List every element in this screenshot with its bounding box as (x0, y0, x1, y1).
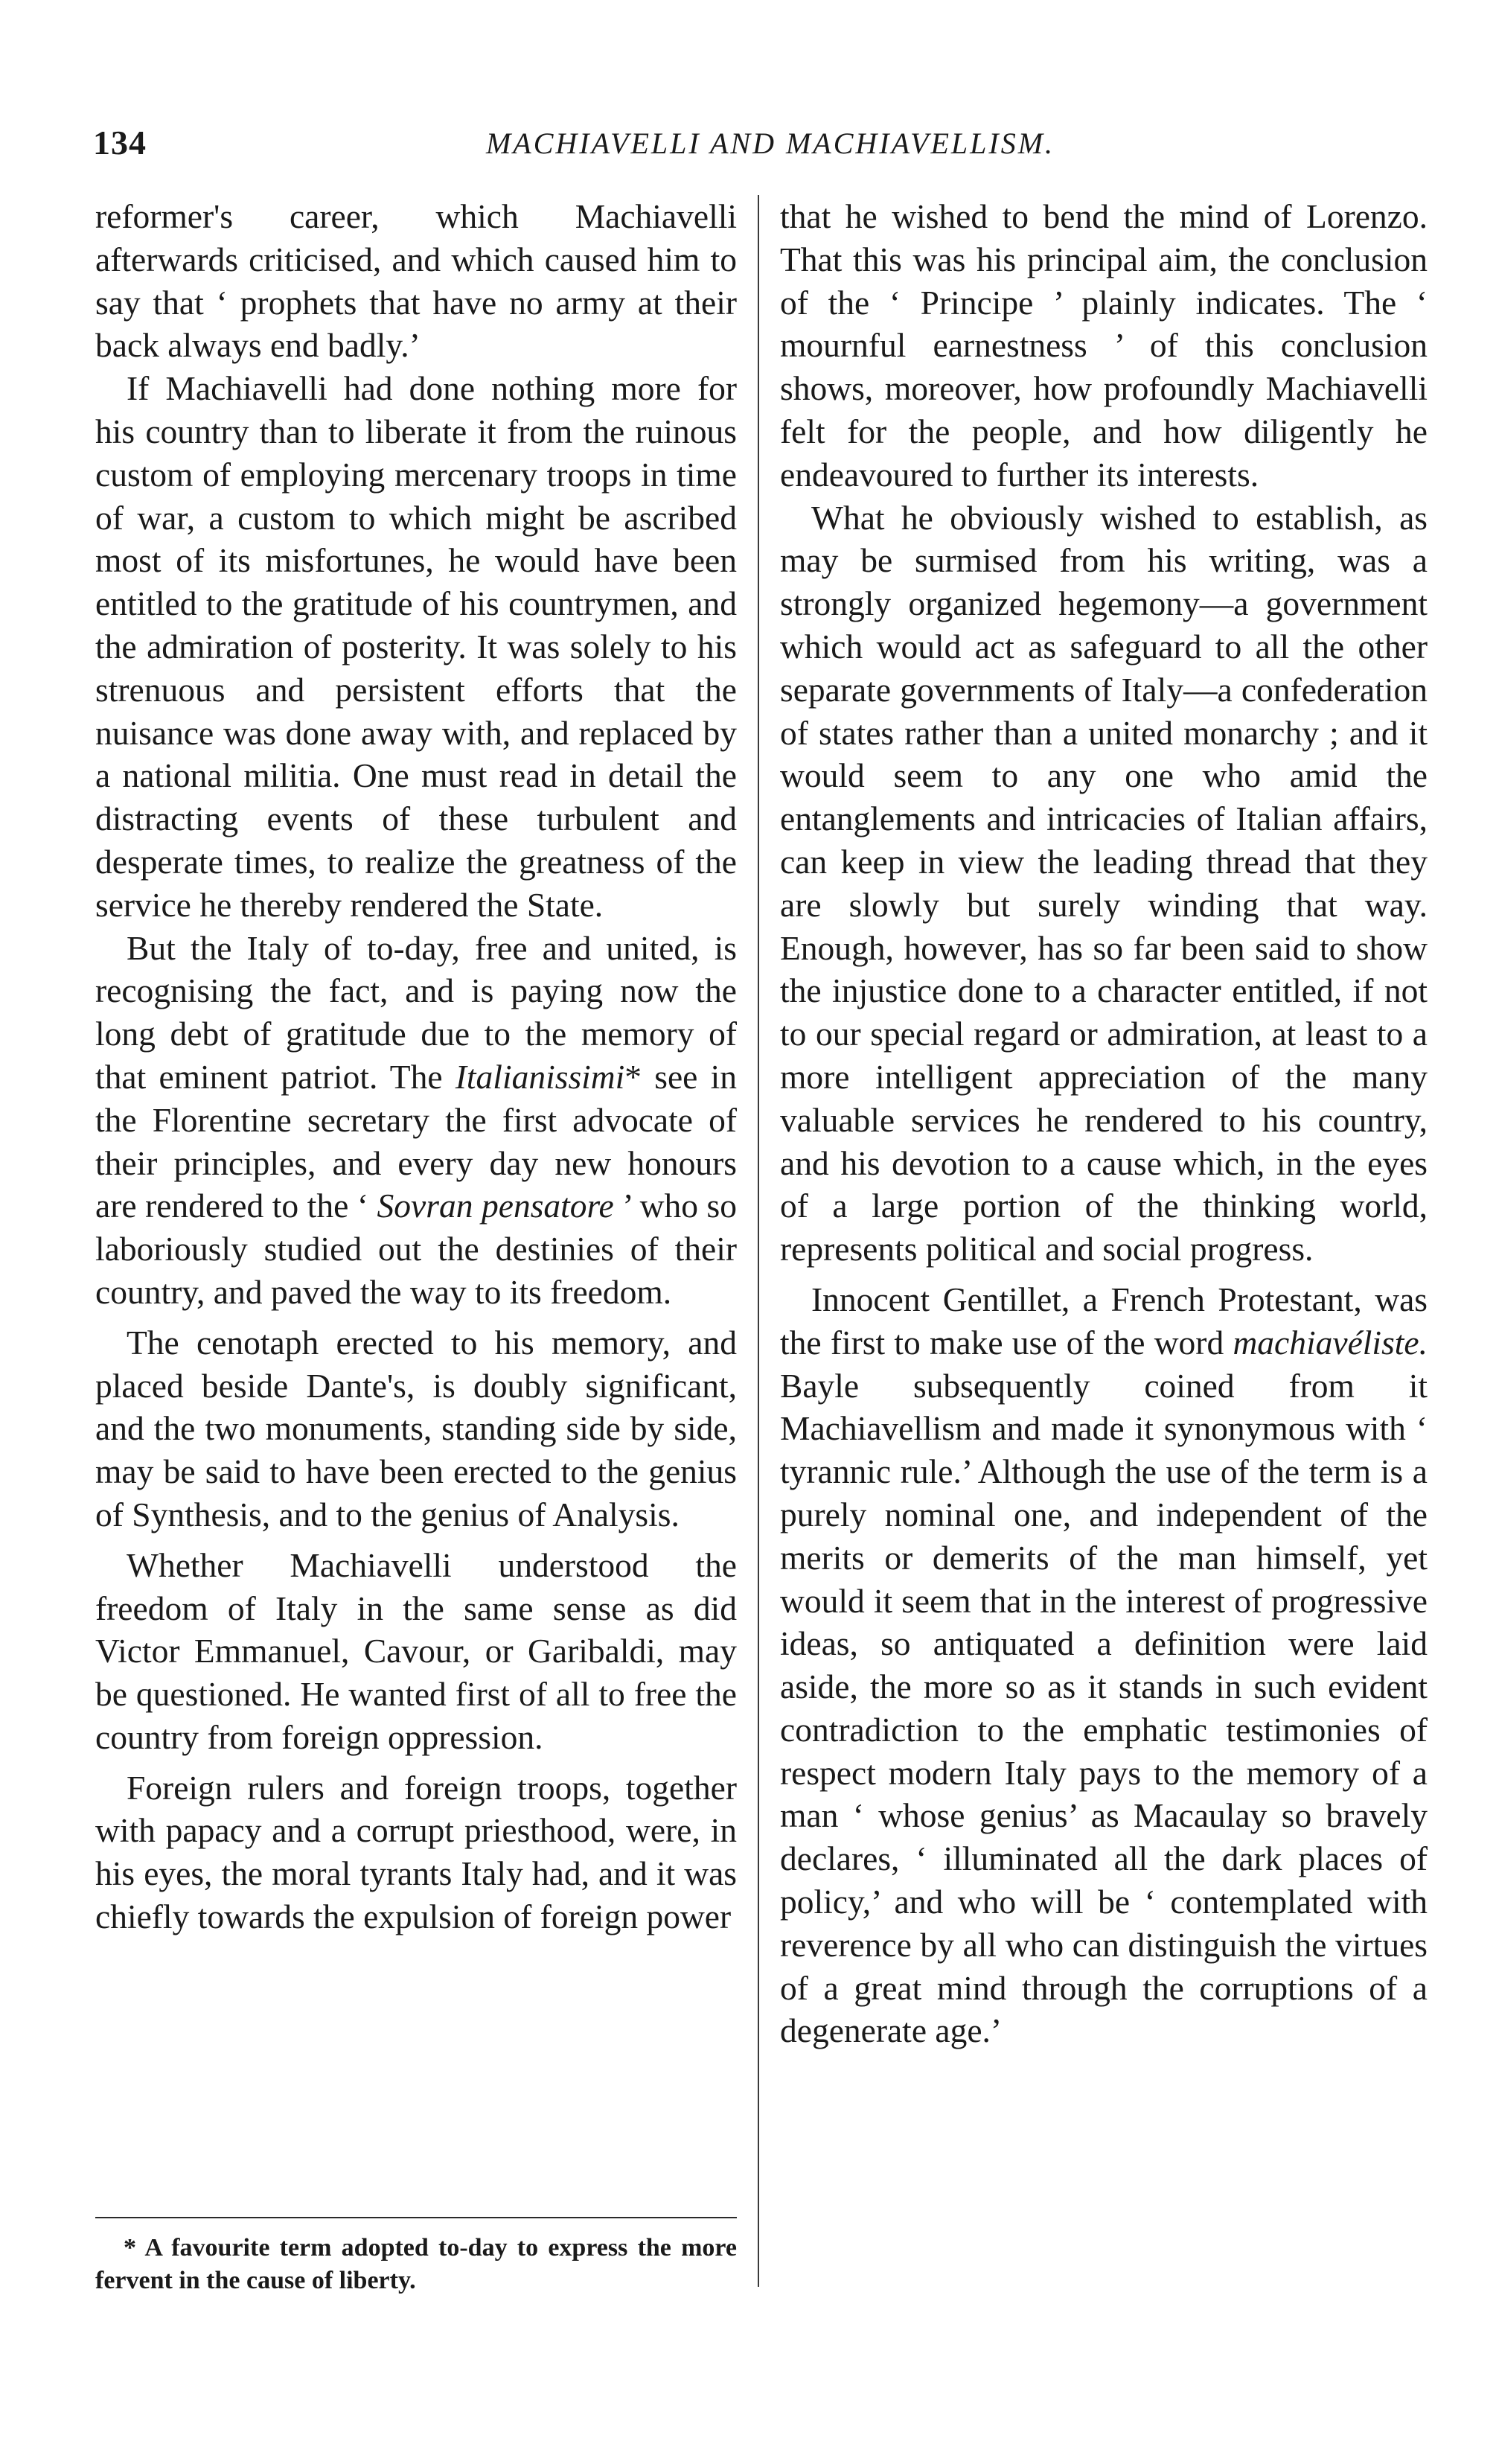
right-column (780, 195, 1428, 2052)
column-divider (758, 195, 759, 2287)
paragraph: that he wished to bend the mind of Lorenzo. That this was his principal aim, the conclusion of the ‘ Principe ’ plainly indicates. The ‘ mournful earnestness ’ of this conclusion shows, moreover, how profoundly Machiavelli felt for the people, and how diligently he endeavoured to further its interests. (780, 197, 1428, 494)
paragraph: But the Italy of to-day, free and united, is recognising the fact, and is paying now the long debt of gratitude due to the memory of that eminent patriot. The Italianissimi* see in the Florentine secretary the first advocate of their principles, and every day new honours are rendered to the ‘ Sovran pensatore ’ who so laboriously studied out the destinies of their country, and paved the way to its freedom. (95, 928, 737, 1311)
paragraph: reformer's career, which Machiavelli afterwards criticised, and which caused him to say that ‘ prophets that have no army at their back always end badly.’ (95, 197, 737, 365)
paragraph: What he obviously wished to establish, as may be surmised from his writing, was a strongly organized hegemony—a government which would act as safeguard to all the other separate governments of Italy—a confederation of states rather than a united monarchy ; and it would seem to any one who amid the entanglements and intricacies of Italian affairs, can keep in view the leading thread that they are slowly but surely winding that way. Enough, however, has so far been said to show the injustice done to a character entitled, if not to our special regard or admiration, at least to a more intelligent appreciation of the many valuable services he rendered to his country, and his devotion to a cause which, in the eyes of a large portion of the thinking world, represents political and social progress. (780, 498, 1428, 1268)
paragraph: If Machiavelli had done nothing more for his country than to liberate it from the ruinous custom of employing mercenary troops in time of war, a custom to which might be ascribed most of its misfortunes, he would have been entitled to the gratitude of his countrymen, and the admiration of posterity. It was solely to his strenuous and persistent efforts that the nuisance was done away with, and replaced by a national militia. One must read in detail the distracting events of these turbulent and desperate times, to realize the greatness of the service he thereby rendered the State. (95, 369, 737, 924)
footnote-divider (95, 2217, 737, 2218)
left-column (95, 195, 737, 1938)
paragraph: Whether Machiavelli understood the freedom of Italy in the same sense as did Victor Emmanuel, Cavour, or Garibaldi, may be questioned. He wanted first of all to free the country from foreign oppression. (95, 1545, 737, 1756)
page-number: 134 (93, 124, 147, 162)
page-header (93, 123, 1403, 167)
italic-term: machiavéliste. (1233, 1323, 1428, 1362)
paragraph: The cenotaph erected to his memory, and placed beside Dante's, is doubly significant, and the two monuments, standing side by side, may be said to have been erected to the genius of Synthesis, and to the genius of Analysis. (95, 1323, 737, 1533)
italic-term: Italianissimi (455, 1057, 625, 1096)
italic-term: Sovran pensatore (377, 1187, 614, 1225)
paragraph: Innocent Gentillet, a French Protestant, was the first to make use of the word machiavéliste. Bayle subsequently coined from it Machiavellism and made it synonymous with ‘ tyrannic rule.’ Although the use of the term is a purely nominal one, and independent of the merits or demerits of the man himself, yet would it seem that in the interest of progressive ideas, so antiquated a definition were laid aside, the more so as it stands in such evident contradiction to the emphatic testimonies of respect modern Italy pays to the memory of a man ‘ whose genius’ as Macaulay so bravely declares, ‘ illuminated all the dark places of policy,’ and who will be ‘ contemplated with reverence by all who can distinguish the virtues of a great mind through the corruptions of a degenerate age.’ (780, 1280, 1428, 2050)
paragraph: Foreign rulers and foreign troops, together with papacy and a corrupt priesthood, were, in his eyes, the moral tyrants Italy had, and it was chiefly towards the expulsion of foreign power (95, 1768, 737, 1936)
running-title: MACHIAVELLI AND MACHIAVELLISM. (485, 127, 1055, 160)
footnote: * A favourite term adopted to-day to express the more fervent in the cause of liberty. (95, 2234, 737, 2294)
